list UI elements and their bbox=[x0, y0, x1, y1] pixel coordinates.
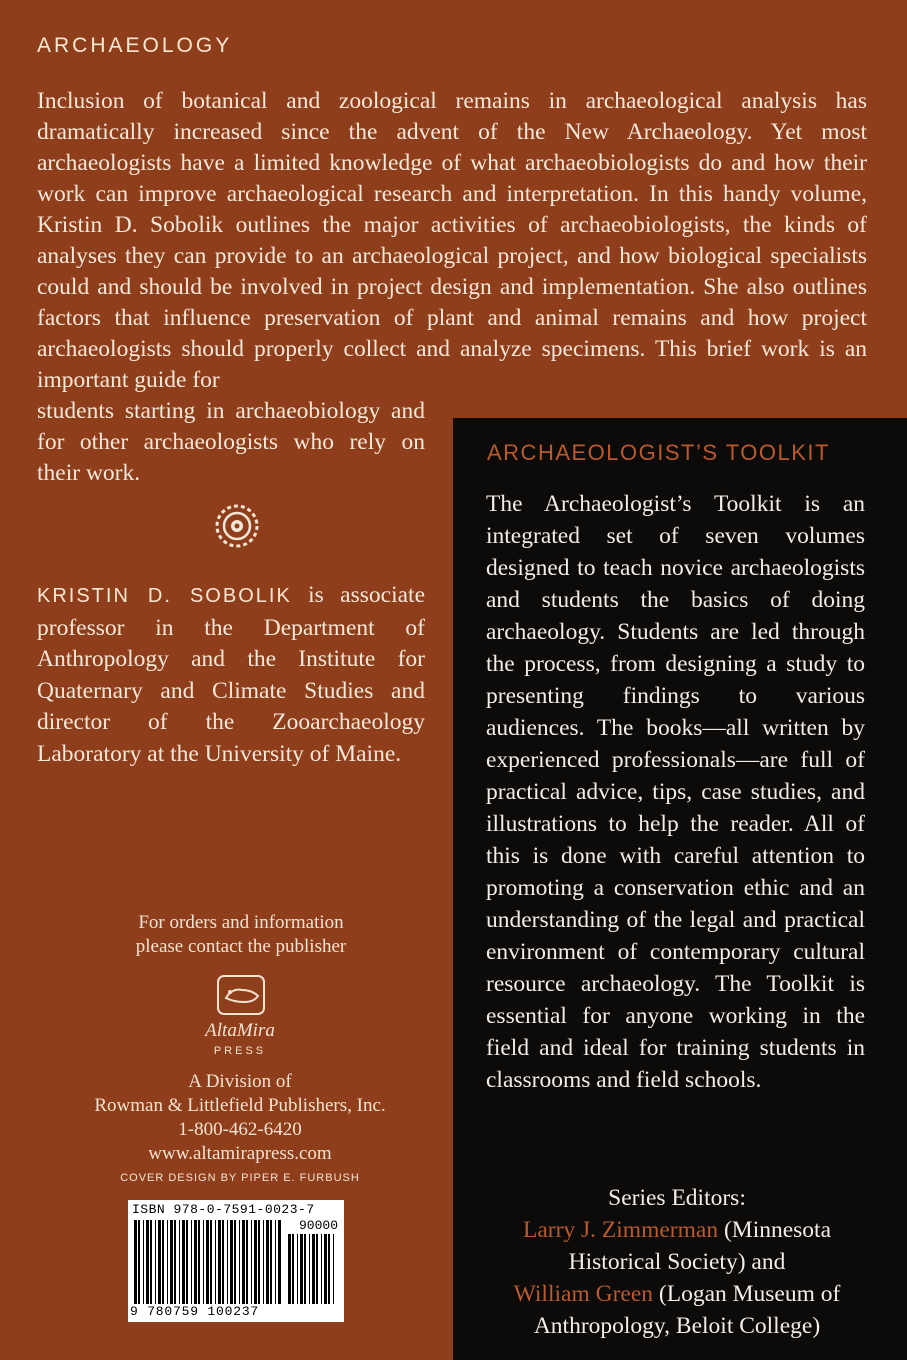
barcode-bar bbox=[134, 1220, 137, 1304]
barcode-bar bbox=[316, 1234, 318, 1304]
barcode-bar bbox=[246, 1220, 248, 1304]
barcode-bar bbox=[167, 1220, 168, 1304]
barcode-bar bbox=[215, 1220, 216, 1304]
barcode-bar bbox=[198, 1220, 200, 1304]
ornament-icon bbox=[214, 503, 260, 549]
barcode-bar bbox=[158, 1220, 161, 1304]
barcode-bar bbox=[194, 1220, 197, 1304]
division-line: A Division of bbox=[188, 1071, 292, 1092]
barcode-bar bbox=[288, 1234, 291, 1304]
barcode-bar bbox=[155, 1220, 156, 1304]
barcode-bar bbox=[234, 1220, 236, 1304]
barcode-bar bbox=[170, 1220, 173, 1304]
editor-2-affiliation: (Logan Museum of Anthropology, Beloit College) bbox=[533, 1281, 841, 1339]
toolkit-title: ARCHAEOLOGIST’S TOOLKIT bbox=[487, 440, 830, 465]
toolkit-body: The Archaeologist’s Toolkit is an integrated set of seven volumes designed to teach novice archaeologists and students the basics of doing archaeology. Students are led through the process, from designing a study to presenting findings to various audiences. The books—all written by experienced professionals—are full of practical advice, tips, case studies, and illustrations to help the reader. All of this is done with careful attention to promoting a conservation ethic and an understanding of the legal and practical environment of contemporary cultural resource archaeology. The Toolkit is essential for anyone working in the field and ideal for training students in classrooms and field schools. bbox=[486, 491, 865, 1093]
barcode-bar bbox=[266, 1220, 269, 1304]
barcode-bar bbox=[321, 1234, 322, 1304]
barcode-bar bbox=[174, 1220, 176, 1304]
logo-sub: PRESS bbox=[213, 1045, 267, 1057]
barcode-bar bbox=[263, 1220, 264, 1304]
author-name: KRISTIN D. SOBOLIK bbox=[37, 585, 292, 607]
orders-line-2: please contact the publisher bbox=[135, 936, 347, 957]
barcode-bar bbox=[324, 1234, 327, 1304]
phone-number: 1-800-462-6420 bbox=[178, 1119, 302, 1140]
barcode-bar bbox=[275, 1220, 276, 1304]
barcode-bar bbox=[239, 1220, 240, 1304]
barcode-bar bbox=[300, 1234, 303, 1304]
barcode-bar bbox=[210, 1220, 212, 1304]
isbn-top: ISBN 978-0-7591-0023-7 bbox=[132, 1202, 315, 1217]
orders-line-1: For orders and information bbox=[138, 912, 344, 933]
editors-label: Series Editors: bbox=[608, 1185, 746, 1211]
barcode-bar bbox=[206, 1220, 209, 1304]
barcode-bar bbox=[227, 1220, 228, 1304]
category-label: ARCHAEOLOGY bbox=[37, 34, 233, 57]
barcode-bar bbox=[150, 1220, 152, 1304]
description-text: Inclusion of botanical and zoological remains in archaeological analysis has dramatically increased since the advent of the New Archaeology. Yet most archaeologists have a limited knowledge of what archaeobiologists do and how their work can improve archaeological research and interpretation. In this handy volume, Kristin D. Sobolik outlines the major activities of archaeobiologists, the kinds of analyses they can provide to an archaeological project, and how biological specialists could and should be involved in project design and implementation. She also outlines factors that influence preservation of plant and animal remains and how project archaeologists should properly collect and analyze specimens. This brief work is an important guide for bbox=[37, 88, 867, 393]
barcode-bar bbox=[182, 1220, 185, 1304]
editor-1-name: Larry J. Zimmerman bbox=[522, 1217, 719, 1243]
barcode-bar bbox=[270, 1220, 272, 1304]
isbn-digits: 9 780759 100237 bbox=[130, 1304, 260, 1319]
barcode-bar bbox=[143, 1220, 144, 1304]
barcode-bar bbox=[292, 1234, 294, 1304]
barcode-bar bbox=[278, 1220, 281, 1304]
price-code: 90000 bbox=[298, 1218, 338, 1233]
author-bio-text: is associate professor in the Department of Anthropology and the Institute for Quaternary and Climate Studies and director of the Zooarchaeology Laboratory at the University of Maine. bbox=[37, 582, 426, 767]
barcode-bar bbox=[179, 1220, 180, 1304]
barcode-bar bbox=[328, 1234, 330, 1304]
publisher-info bbox=[40, 1070, 440, 1166]
price-barcode-bars bbox=[288, 1234, 338, 1304]
barcode-bar bbox=[254, 1220, 257, 1304]
barcode-bar bbox=[312, 1234, 315, 1304]
barcode-bar bbox=[309, 1234, 310, 1304]
barcode-bar bbox=[333, 1234, 334, 1304]
orders-info bbox=[60, 911, 422, 959]
toolkit-panel bbox=[453, 418, 907, 1360]
barcode-bar bbox=[146, 1220, 149, 1304]
barcode-bar bbox=[162, 1220, 164, 1304]
cover-credit: COVER DESIGN BY PIPER E. FURBUSH bbox=[120, 1172, 360, 1184]
altamira-logo bbox=[170, 972, 310, 1062]
series-editors bbox=[477, 1182, 877, 1342]
editor-2 bbox=[477, 1278, 877, 1342]
website: www.altamirapress.com bbox=[148, 1143, 332, 1164]
barcode-bar bbox=[186, 1220, 188, 1304]
editor-1-affiliation: (Minnesota Historical Society) and bbox=[568, 1217, 832, 1275]
barcode-bar bbox=[242, 1220, 245, 1304]
parent-company: Rowman & Littlefield Publishers, Inc. bbox=[94, 1095, 386, 1116]
barcode bbox=[128, 1200, 344, 1322]
barcode-bar bbox=[191, 1220, 192, 1304]
barcode-bar bbox=[203, 1220, 204, 1304]
barcode-bar bbox=[251, 1220, 252, 1304]
barcode-bar bbox=[138, 1220, 140, 1304]
barcode-bars bbox=[134, 1220, 284, 1304]
barcode-bar bbox=[222, 1220, 224, 1304]
editor-1 bbox=[477, 1214, 877, 1278]
editor-2-name: William Green bbox=[513, 1281, 654, 1307]
barcode-bar bbox=[230, 1220, 233, 1304]
author-bio bbox=[37, 580, 425, 770]
description-continuation: students starting in archaeobiology and for other archaeologists who rely on their work. bbox=[37, 398, 425, 486]
logo-name: AltaMira bbox=[205, 1020, 275, 1041]
barcode-bar bbox=[218, 1220, 221, 1304]
barcode-bar bbox=[297, 1234, 298, 1304]
barcode-bar bbox=[304, 1234, 306, 1304]
barcode-bar bbox=[258, 1220, 260, 1304]
